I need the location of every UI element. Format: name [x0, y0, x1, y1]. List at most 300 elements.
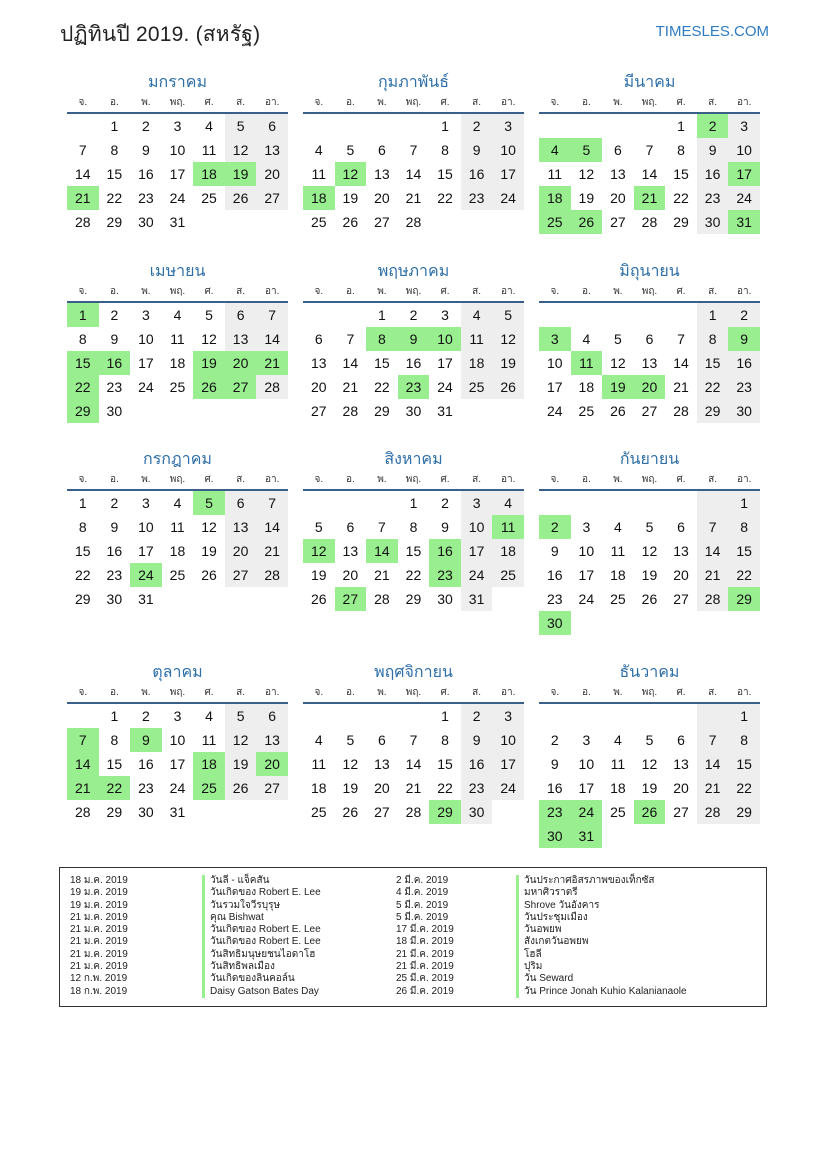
- empty-cell: [130, 399, 162, 423]
- weekday-label: จ.: [550, 687, 560, 698]
- holiday-day: 29: [728, 587, 760, 611]
- empty-cell: [256, 587, 288, 611]
- weekday-label: อ.: [581, 286, 591, 297]
- holiday-day: 31: [571, 824, 603, 848]
- weekday-header: [303, 94, 524, 114]
- day-cell: 21: [697, 563, 729, 587]
- weekday-label: ศ.: [676, 474, 686, 485]
- holiday-name: วันรวมใจวีรบุรุษ: [202, 900, 321, 912]
- day-cell: 29: [374, 403, 390, 419]
- empty-cell: [67, 114, 99, 138]
- day-cell: 28: [697, 800, 729, 824]
- day-cell: 16: [405, 355, 422, 371]
- day-cell: 13: [256, 728, 288, 752]
- day-cell: 18: [169, 543, 186, 559]
- day-cell: 4: [173, 495, 182, 511]
- empty-cell: [665, 824, 697, 848]
- day-cell: 12: [225, 728, 257, 752]
- holiday-day: 27: [225, 375, 257, 399]
- day-cell: 6: [256, 704, 288, 728]
- empty-cell: [634, 611, 666, 635]
- holiday-day: 8: [366, 327, 398, 351]
- holiday-day: 21: [67, 186, 99, 210]
- day-cell: 29: [405, 591, 422, 607]
- page-title: ปฏิทินปี 2019. (สหรัฐ): [60, 23, 261, 46]
- empty-cell: [539, 704, 571, 728]
- empty-cell: [634, 824, 666, 848]
- holiday-name: วัน Seward: [516, 973, 687, 985]
- holiday-name: วันเกิดของ Robert E. Lee: [202, 887, 321, 899]
- weekday-label: จ.: [550, 474, 560, 485]
- holiday-name: วันลี - แจ็คสัน: [202, 875, 321, 887]
- weekday-label: พ.: [141, 687, 151, 698]
- holiday-day: 27: [335, 587, 367, 611]
- day-cell: 5: [346, 732, 355, 748]
- day-cell: 4: [205, 708, 213, 724]
- weekday-header: [67, 94, 288, 114]
- holiday-day: 25: [539, 210, 571, 234]
- month-title: มีนาคม: [623, 74, 676, 91]
- holiday-day: 23: [429, 563, 461, 587]
- day-cell: 4: [614, 732, 622, 748]
- day-cell: 9: [142, 142, 150, 158]
- weekday-label: อา.: [264, 474, 280, 485]
- days-grid: [303, 491, 524, 611]
- day-cell: 29: [697, 399, 729, 423]
- weekday-label: พฤ.: [169, 474, 186, 485]
- holiday-name: วันประชุมเมือง: [516, 912, 687, 924]
- day-cell: 16: [106, 543, 123, 559]
- day-cell: 27: [310, 403, 327, 419]
- day-cell: 4: [614, 519, 622, 535]
- day-cell: 28: [697, 587, 729, 611]
- day-cell: 27: [673, 591, 689, 607]
- holiday-name: วันเกิดของ Robert E. Lee: [202, 924, 321, 936]
- day-cell: 16: [697, 162, 729, 186]
- weekday-label: อา.: [500, 687, 516, 698]
- day-cell: 24: [546, 403, 563, 419]
- day-cell: 10: [728, 138, 760, 162]
- day-cell: 14: [673, 355, 689, 371]
- day-cell: 24: [461, 563, 493, 587]
- day-cell: 28: [74, 804, 91, 820]
- day-cell: 24: [492, 776, 524, 800]
- holiday-day: 2: [539, 515, 571, 539]
- day-cell: 18: [492, 539, 524, 563]
- weekday-label: อ.: [345, 687, 355, 698]
- holiday-day: 18: [193, 162, 225, 186]
- day-cell: 16: [546, 567, 563, 583]
- day-cell: 4: [461, 303, 493, 327]
- weekday-label: อ.: [345, 97, 355, 108]
- weekday-header: [539, 471, 760, 491]
- empty-cell: [193, 800, 225, 824]
- day-cell: 15: [374, 355, 390, 371]
- month-title: สิงหาคม: [384, 451, 443, 468]
- day-cell: 4: [314, 142, 323, 158]
- brand-link[interactable]: TIMESLES.COM: [655, 23, 769, 40]
- day-cell: 15: [728, 539, 760, 563]
- empty-cell: [539, 114, 571, 138]
- holiday-date: 5 มี.ค. 2019: [396, 899, 449, 911]
- day-cell: 9: [441, 519, 449, 535]
- day-cell: 19: [641, 780, 658, 796]
- empty-cell: [492, 800, 524, 824]
- holiday-date: 12 ก.พ. 2019: [70, 973, 128, 985]
- day-cell: 10: [138, 331, 154, 347]
- days-grid: [303, 114, 524, 234]
- day-cell: 26: [225, 186, 257, 210]
- weekday-label: อ.: [345, 286, 355, 297]
- day-cell: 1: [441, 118, 449, 134]
- holiday-date: 21 ม.ค. 2019: [70, 924, 128, 936]
- weekday-label: ส.: [472, 97, 482, 108]
- empty-cell: [492, 210, 524, 234]
- holiday-day: 31: [728, 210, 760, 234]
- day-cell: 30: [138, 804, 154, 820]
- empty-cell: [571, 611, 603, 635]
- day-cell: 11: [547, 166, 563, 182]
- weekday-label: ศ.: [676, 286, 686, 297]
- holiday-day: 23: [398, 375, 430, 399]
- day-cell: 15: [728, 752, 760, 776]
- day-cell: 12: [201, 331, 217, 347]
- day-cell: 15: [74, 543, 91, 559]
- holiday-name: วันสิทธิพลเมือง: [202, 961, 321, 973]
- day-cell: 21: [374, 567, 390, 583]
- day-cell: 22: [697, 375, 729, 399]
- day-cell: 15: [437, 166, 453, 182]
- holiday-day: 10: [429, 327, 461, 351]
- day-cell: 20: [256, 162, 288, 186]
- day-cell: 24: [437, 379, 453, 395]
- holiday-date: 2 มี.ค. 2019: [396, 875, 449, 886]
- weekday-label: อ.: [109, 97, 119, 108]
- day-cell: 17: [138, 543, 154, 559]
- day-cell: 6: [677, 732, 685, 748]
- day-cell: 3: [492, 704, 524, 728]
- day-cell: 26: [201, 567, 217, 583]
- empty-cell: [665, 704, 697, 728]
- day-cell: 5: [225, 704, 257, 728]
- day-cell: 15: [673, 166, 689, 182]
- empty-cell: [634, 491, 666, 515]
- holiday-day: 14: [366, 539, 398, 563]
- weekday-label: ศ.: [440, 286, 450, 297]
- weekday-label: พ.: [377, 286, 387, 297]
- holiday-date: 21 ม.ค. 2019: [70, 961, 128, 973]
- weekday-label: อา.: [736, 687, 752, 698]
- holiday-day: 30: [539, 611, 571, 635]
- day-cell: 24: [138, 379, 154, 395]
- month-title: เมษายน: [149, 263, 206, 280]
- day-cell: 10: [138, 519, 154, 535]
- holiday-day: 20: [225, 351, 257, 375]
- holiday-day: 24: [130, 563, 162, 587]
- weekday-label: ส.: [236, 687, 246, 698]
- day-cell: 12: [492, 327, 524, 351]
- weekday-label: พ.: [613, 687, 623, 698]
- day-cell: 28: [342, 403, 359, 419]
- day-cell: 5: [645, 732, 654, 748]
- month-calendar: [539, 72, 760, 234]
- empty-cell: [665, 611, 697, 635]
- empty-cell: [492, 399, 524, 423]
- day-cell: 7: [409, 142, 418, 158]
- days-grid: [67, 114, 288, 234]
- day-cell: 16: [138, 756, 154, 772]
- month-title: พฤษภาคม: [377, 263, 450, 280]
- day-cell: 24: [169, 780, 186, 796]
- weekday-label: ศ.: [676, 687, 686, 698]
- day-cell: 8: [78, 331, 87, 347]
- holiday-day: 18: [193, 752, 225, 776]
- day-cell: 27: [673, 804, 689, 820]
- weekday-label: ส.: [236, 97, 246, 108]
- days-grid: [539, 491, 760, 635]
- holiday-day: 5: [571, 138, 603, 162]
- weekday-label: พฤ.: [405, 286, 422, 297]
- weekday-header: [539, 684, 760, 704]
- day-cell: 1: [378, 307, 386, 323]
- day-cell: 3: [582, 732, 591, 748]
- day-cell: 3: [461, 491, 493, 515]
- day-cell: 12: [201, 519, 217, 535]
- holiday-day: 26: [193, 375, 225, 399]
- day-cell: 14: [641, 166, 658, 182]
- holiday-list: [59, 867, 767, 1007]
- day-cell: 28: [405, 214, 422, 230]
- weekday-label: อ.: [345, 474, 355, 485]
- day-cell: 27: [374, 804, 390, 820]
- weekday-label: อา.: [736, 286, 752, 297]
- holiday-day: 26: [634, 800, 666, 824]
- day-cell: 7: [645, 142, 654, 158]
- day-cell: 6: [378, 732, 386, 748]
- day-cell: 9: [110, 519, 119, 535]
- day-cell: 17: [492, 162, 524, 186]
- holiday-date: 4 มี.ค. 2019: [396, 887, 449, 899]
- weekday-label: พฤ.: [405, 687, 422, 698]
- empty-cell: [728, 611, 760, 635]
- holiday-day: 18: [539, 186, 571, 210]
- day-cell: 1: [78, 495, 87, 511]
- day-cell: 8: [78, 519, 87, 535]
- day-cell: 30: [728, 399, 760, 423]
- day-cell: 8: [697, 327, 729, 351]
- day-cell: 7: [697, 515, 729, 539]
- day-cell: 10: [578, 543, 595, 559]
- days-grid: [539, 704, 760, 848]
- month-calendar: [67, 662, 288, 824]
- day-cell: 18: [610, 567, 626, 583]
- holiday-names-col1: [202, 875, 321, 998]
- day-cell: 23: [728, 375, 760, 399]
- weekday-label: จ.: [78, 474, 88, 485]
- weekday-label: พ.: [377, 97, 387, 108]
- day-cell: 11: [311, 756, 327, 772]
- day-cell: 13: [673, 543, 689, 559]
- day-cell: 20: [610, 190, 626, 206]
- day-cell: 17: [461, 539, 493, 563]
- empty-cell: [225, 800, 257, 824]
- holiday-day: 21: [67, 776, 99, 800]
- day-cell: 28: [74, 214, 91, 230]
- empty-cell: [335, 114, 367, 138]
- empty-cell: [602, 303, 634, 327]
- day-cell: 20: [225, 539, 257, 563]
- day-cell: 15: [405, 543, 422, 559]
- weekday-label: อ.: [581, 474, 591, 485]
- day-cell: 6: [225, 491, 257, 515]
- days-grid: [67, 303, 288, 423]
- day-cell: 8: [728, 728, 760, 752]
- day-cell: 22: [374, 379, 390, 395]
- day-cell: 17: [578, 780, 595, 796]
- day-cell: 6: [314, 331, 323, 347]
- holiday-date: 17 มี.ค. 2019: [396, 924, 454, 936]
- empty-cell: [429, 210, 461, 234]
- day-cell: 13: [641, 355, 658, 371]
- day-cell: 29: [106, 804, 123, 820]
- empty-cell: [571, 704, 603, 728]
- day-cell: 22: [437, 190, 453, 206]
- holiday-date: 26 มี.ค. 2019: [396, 985, 454, 997]
- day-cell: 29: [673, 214, 689, 230]
- day-cell: 27: [610, 214, 626, 230]
- empty-cell: [602, 491, 634, 515]
- day-cell: 6: [225, 303, 257, 327]
- holiday-day: 20: [634, 375, 666, 399]
- day-cell: 3: [142, 307, 150, 323]
- day-cell: 30: [106, 403, 123, 419]
- holiday-date: 18 มี.ค. 2019: [396, 936, 454, 948]
- holiday-day: 20: [256, 752, 288, 776]
- holiday-name: วันเกิดของลินคอล์น: [202, 973, 321, 985]
- empty-cell: [697, 824, 729, 848]
- month-title: พฤศจิกายน: [374, 664, 453, 681]
- day-cell: 22: [728, 776, 760, 800]
- empty-cell: [366, 704, 398, 728]
- day-cell: 25: [610, 804, 626, 820]
- day-cell: 19: [578, 190, 595, 206]
- day-cell: 30: [405, 403, 422, 419]
- holiday-day: 19: [602, 375, 634, 399]
- day-cell: 26: [342, 214, 359, 230]
- empty-cell: [366, 491, 398, 515]
- day-cell: 9: [550, 543, 559, 559]
- weekday-header: [539, 283, 760, 303]
- empty-cell: [697, 704, 729, 728]
- day-cell: 20: [374, 780, 390, 796]
- weekday-label: จ.: [78, 687, 88, 698]
- day-cell: 18: [610, 780, 626, 796]
- day-cell: 25: [492, 563, 524, 587]
- weekday-header: [303, 471, 524, 491]
- month-calendar: [539, 261, 760, 423]
- day-cell: 25: [310, 804, 327, 820]
- month-title: กรกฎาคม: [143, 451, 212, 468]
- days-grid: [539, 114, 760, 234]
- month-title: ตุลาคม: [152, 664, 203, 681]
- day-cell: 11: [170, 331, 185, 347]
- day-cell: 16: [546, 780, 563, 796]
- empty-cell: [193, 587, 225, 611]
- day-cell: 22: [74, 567, 91, 583]
- empty-cell: [461, 210, 493, 234]
- holiday-dates-col2: [396, 875, 454, 998]
- month-calendar: [303, 449, 524, 611]
- day-cell: 1: [677, 118, 685, 134]
- holiday-day: 23: [539, 800, 571, 824]
- day-cell: 31: [437, 403, 453, 419]
- day-cell: 1: [110, 708, 119, 724]
- day-cell: 10: [492, 138, 524, 162]
- weekday-label: พฤ.: [641, 687, 658, 698]
- empty-cell: [697, 491, 729, 515]
- day-cell: 3: [142, 495, 150, 511]
- day-cell: 2: [110, 495, 119, 511]
- day-cell: 16: [461, 752, 493, 776]
- day-cell: 17: [492, 752, 524, 776]
- day-cell: 1: [441, 708, 449, 724]
- weekday-label: ศ.: [676, 97, 686, 108]
- days-grid: [67, 704, 288, 824]
- weekday-header: [303, 283, 524, 303]
- day-cell: 1: [728, 704, 760, 728]
- day-cell: 9: [550, 756, 559, 772]
- day-cell: 28: [256, 375, 288, 399]
- day-cell: 6: [677, 519, 685, 535]
- day-cell: 22: [673, 190, 689, 206]
- empty-cell: [602, 611, 634, 635]
- weekday-label: พ.: [141, 474, 151, 485]
- day-cell: 19: [225, 752, 257, 776]
- day-cell: 2: [461, 114, 493, 138]
- day-cell: 25: [169, 379, 186, 395]
- weekday-label: พ.: [613, 286, 623, 297]
- day-cell: 3: [441, 307, 449, 323]
- day-cell: 29: [106, 214, 123, 230]
- empty-cell: [67, 704, 99, 728]
- holiday-name: วันอพยพ: [516, 924, 687, 936]
- weekday-label: จ.: [314, 97, 324, 108]
- day-cell: 29: [74, 591, 91, 607]
- month-title: กันยายน: [619, 451, 680, 468]
- day-cell: 21: [697, 776, 729, 800]
- day-cell: 4: [173, 307, 182, 323]
- day-cell: 19: [310, 567, 327, 583]
- weekday-label: อ.: [581, 97, 591, 108]
- day-cell: 13: [374, 756, 390, 772]
- day-cell: 10: [492, 728, 524, 752]
- empty-cell: [303, 114, 335, 138]
- empty-cell: [256, 800, 288, 824]
- empty-cell: [602, 114, 634, 138]
- day-cell: 26: [492, 375, 524, 399]
- day-cell: 8: [110, 732, 119, 748]
- day-cell: 15: [106, 166, 123, 182]
- day-cell: 16: [138, 166, 154, 182]
- day-cell: 7: [378, 519, 386, 535]
- weekday-label: อ.: [109, 286, 119, 297]
- day-cell: 29: [728, 800, 760, 824]
- day-cell: 16: [728, 351, 760, 375]
- day-cell: 12: [225, 138, 257, 162]
- day-cell: 12: [641, 543, 658, 559]
- empty-cell: [303, 704, 335, 728]
- weekday-label: อา.: [500, 474, 516, 485]
